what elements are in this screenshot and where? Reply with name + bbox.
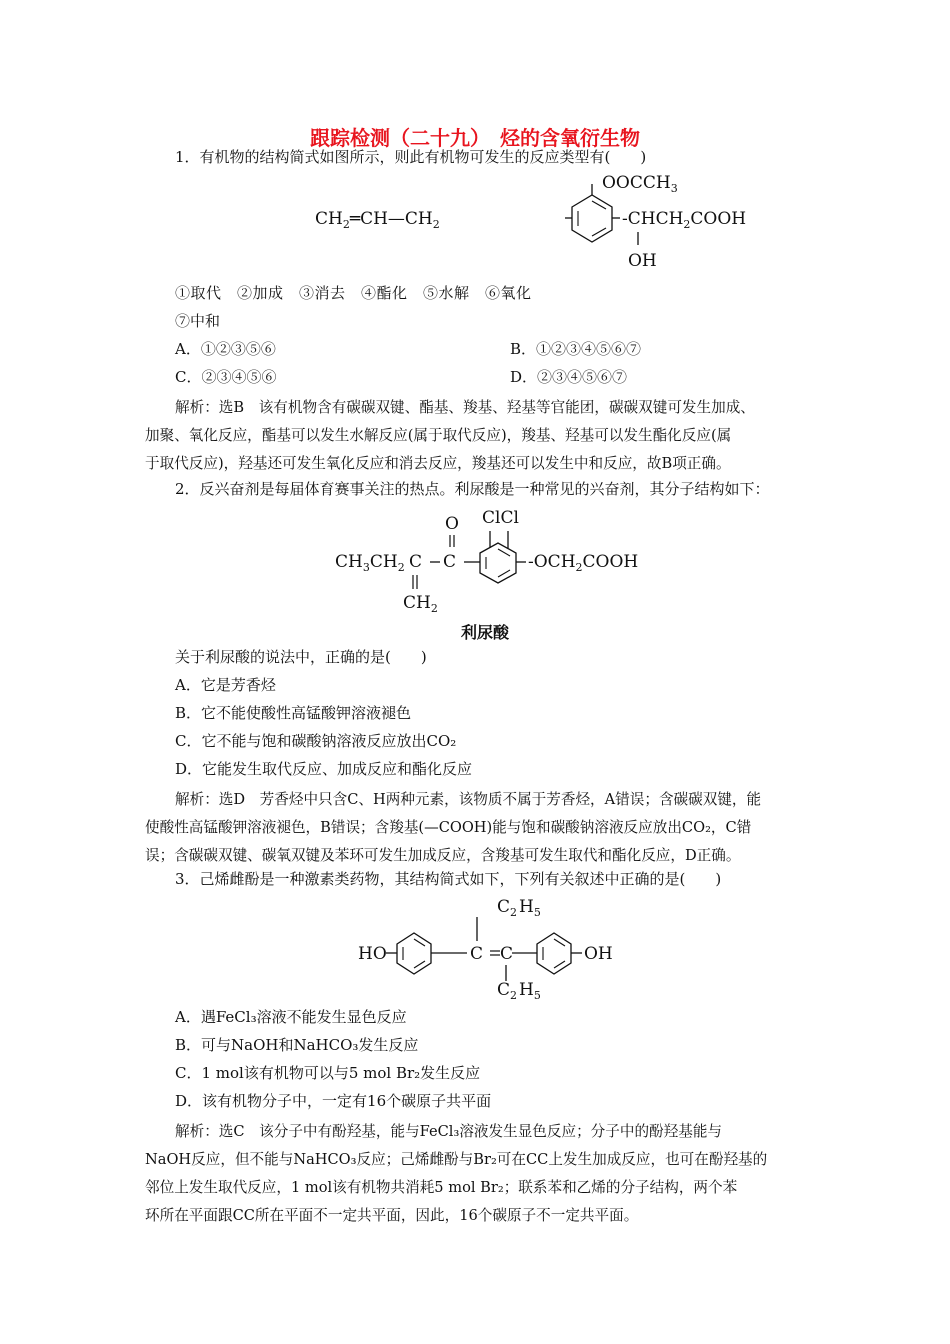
q2-clcl: ClCl (482, 508, 519, 528)
q1-left-group: $CH_2═CH—CH_2$ (315, 209, 440, 231)
q3-c-right: C (500, 944, 514, 964)
q1-stem: 1．有机物的结构简式如图所示，则此有机物可发生的反应类型有( ) (175, 148, 647, 166)
q1-right-group: $-CHCH_2COOH$ (622, 209, 747, 231)
q3-left-ho: HO (358, 944, 387, 964)
q2-analysis (145, 786, 762, 870)
q3-bottom-group: $C_2$ $H_5$ (497, 980, 541, 1002)
q2-option-c: C．它不能与饱和碳酸钠溶液反应放出CO₂ (175, 732, 457, 750)
analysis-line: 误；含碳碳双键、碳氧双键及苯环可发生加成反应，含羧基可发生取代和酯化反应，D正确。 (145, 847, 741, 864)
q3-option-c: C．1 mol该有机物可以与5 mol Br₂发生反应 (175, 1064, 481, 1082)
q2-c2: C (443, 552, 457, 572)
q1-bottom-group: OH (628, 251, 657, 271)
q2-bottom-group: $CH_2$ (403, 593, 438, 615)
q3-option-a: A．遇FeCl₃溶液不能发生显色反应 (175, 1008, 407, 1026)
analysis-line: 使酸性高锰酸钾溶液褪色，B错误；含羧基(—COOH)能与饱和碳酸钠溶液反应放出CO₂，C错 (145, 819, 752, 836)
analysis-line: 解析：选C 该分子中有酚羟基，能与FeCl₃溶液发生显色反应；分子中的酚羟基能与 (175, 1123, 723, 1140)
analysis-line: 解析：选B 该有机物含有碳碳双键、酯基、羧基、羟基等官能团，碳碳双键可发生加成、 (175, 399, 755, 416)
q1-option-c: C．②③④⑤⑥ (175, 368, 277, 386)
q3-stem: 3．己烯雌酚是一种激素类药物，其结构简式如下，下列有关叙述中正确的是( ) (175, 870, 722, 888)
analysis-line: 环所在平面跟CC所在平面不一定共平面，因此，16个碳原子不一定共平面。 (145, 1207, 639, 1224)
analysis-line: 加聚、氧化反应，酯基可以发生水解反应(属于取代反应)，羧基、羟基可以发生酯化反应(属 (145, 427, 732, 444)
q1-analysis (145, 394, 755, 478)
analysis-line: NaOH反应，但不能与NaHCO₃反应；己烯雌酚与Br₂可在CC上发生加成反应，也可在酚羟基的 (145, 1151, 768, 1168)
q2-option-b: B．它不能使酸性高锰酸钾溶液褪色 (175, 704, 412, 722)
q3-top-group: $C_2$ $H_5$ (497, 897, 541, 919)
q2-right-group: $-OCH_2COOH$ (528, 552, 639, 574)
q3-option-d: D．该有机物分子中，一定有16个碳原子共平面 (175, 1092, 492, 1110)
analysis-line: 邻位上发生取代反应，1 mol该有机物共消耗5 mol Br₂；联系苯和乙烯的分子结构，两个苯 (145, 1179, 738, 1196)
q2-carbonyl-o: O (445, 514, 459, 534)
q2-question: 关于利尿酸的说法中，正确的是( ) (175, 648, 427, 666)
q1-types-line1: ①取代 ②加成 ③消去 ④酯化 ⑤水解 ⑥氧化 (175, 284, 532, 302)
q1-option-a: A．①②③⑤⑥ (175, 340, 276, 358)
q3-analysis (145, 1118, 768, 1230)
q1-types-line2: ⑦中和 (175, 312, 221, 330)
q3-c-left: C (470, 944, 484, 964)
q2-option-d: D．它能发生取代反应、加成反应和酯化反应 (175, 760, 473, 778)
q2-stem: 2．反兴奋剂是每届体育赛事关注的热点。利尿酸是一种常见的兴奋剂，其分子结构如下： (175, 480, 770, 498)
q2-caption: 利尿酸 (461, 623, 510, 642)
q2-option-a: A．它是芳香烃 (175, 676, 276, 694)
q3-structure (350, 895, 650, 1000)
q2-c1: C (409, 552, 423, 572)
q3-option-b: B．可与NaOH和NaHCO₃发生反应 (175, 1036, 419, 1054)
q2-left-group: $CH_3CH_2$ (335, 552, 405, 574)
q1-option-d: D．②③④⑤⑥⑦ (510, 368, 628, 386)
q1-structure (300, 170, 747, 280)
q3-right-oh: OH (584, 944, 613, 964)
analysis-line: 于取代反应)，羟基还可发生氧化反应和消去反应，羧基还可以发生中和反应，故B项正确。 (145, 455, 731, 472)
analysis-line: 解析：选D 芳香烃中只含C、H两种元素，该物质不属于芳香烃，A错误；含碳碳双键，能 (175, 791, 762, 808)
q1-top-group: $OOCCH_3$ (602, 173, 678, 195)
q1-option-b: B．①②③④⑤⑥⑦ (510, 340, 642, 358)
page-title: 跟踪检测（二十九） 烃的含氧衍生物 (310, 126, 640, 150)
